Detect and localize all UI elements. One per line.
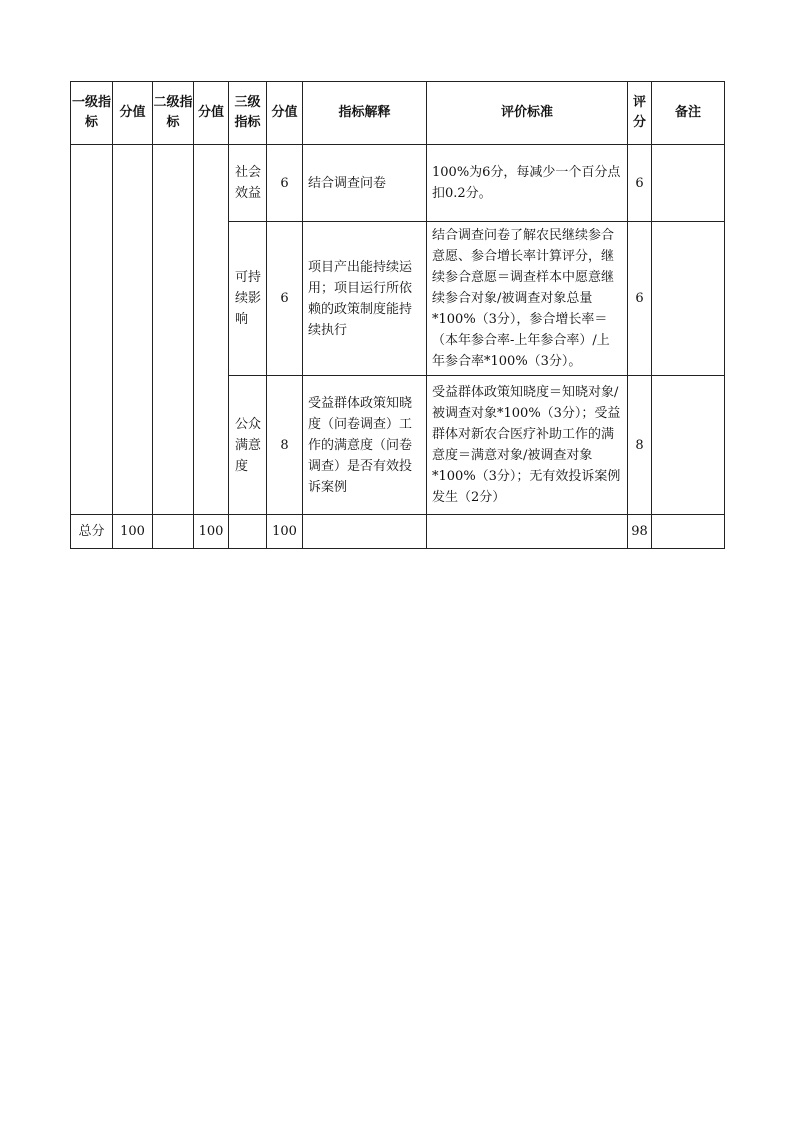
cell-score: 6 [267, 222, 303, 376]
header-criteria: 评价标准 [427, 82, 628, 145]
total-explain [303, 515, 427, 549]
cell-level3: 可持续影响 [229, 222, 267, 376]
total-rating: 98 [628, 515, 652, 549]
total-level3 [229, 515, 267, 549]
header-score1: 分值 [113, 82, 153, 145]
total-score1: 100 [113, 515, 153, 549]
cell-score2-empty [194, 145, 229, 515]
cell-level1-empty [71, 145, 113, 515]
total-label: 总分 [71, 515, 113, 549]
header-explain: 指标解释 [303, 82, 427, 145]
cell-criteria: 100%为6分，每减少一个百分点扣0.2分。 [427, 145, 628, 222]
cell-explain: 项目产出能持续运用；项目运行所依赖的政策制度能持续执行 [303, 222, 427, 376]
cell-criteria: 受益群体政策知晓度＝知晓对象/被调查对象*100%（3分）；受益群体对新农合医疗补助工作的满意度＝满意对象/被调查对象*100%（3分）；无有效投诉案例发生（2分） [427, 376, 628, 515]
header-score2: 分值 [194, 82, 229, 145]
cell-score: 8 [267, 376, 303, 515]
cell-score: 6 [267, 145, 303, 222]
cell-explain: 结合调查问卷 [303, 145, 427, 222]
header-remark: 备注 [652, 82, 725, 145]
header-level2: 二级指标 [153, 82, 194, 145]
total-score3: 100 [267, 515, 303, 549]
cell-remark [652, 222, 725, 376]
header-rating: 评分 [628, 82, 652, 145]
total-score2: 100 [194, 515, 229, 549]
cell-level2-empty [153, 145, 194, 515]
cell-rating: 6 [628, 222, 652, 376]
cell-level3: 社会效益 [229, 145, 267, 222]
total-criteria [427, 515, 628, 549]
cell-rating: 6 [628, 145, 652, 222]
table-header-row [71, 82, 725, 145]
cell-explain: 受益群体政策知晓度（问卷调查）工作的满意度（问卷调查）是否有效投诉案例 [303, 376, 427, 515]
header-level1: 一级指标 [71, 82, 113, 145]
cell-level3: 公众满意度 [229, 376, 267, 515]
total-row [71, 515, 725, 549]
cell-rating: 8 [628, 376, 652, 515]
cell-remark [652, 145, 725, 222]
total-level2 [153, 515, 194, 549]
total-remark [652, 515, 725, 549]
evaluation-table [70, 81, 725, 549]
cell-remark [652, 376, 725, 515]
header-score3: 分值 [267, 82, 303, 145]
header-level3: 三级指标 [229, 82, 267, 145]
cell-score1-empty [113, 145, 153, 515]
cell-criteria: 结合调查问卷了解农民继续参合意愿、参合增长率计算评分，继续参合意愿＝调查样本中愿意继续参合对象/被调查对象总量*100%（3分），参合增长率＝（本年参合率-上年参合率）/上年参合率*100%（3分）。 [427, 222, 628, 376]
table-row [71, 145, 725, 222]
